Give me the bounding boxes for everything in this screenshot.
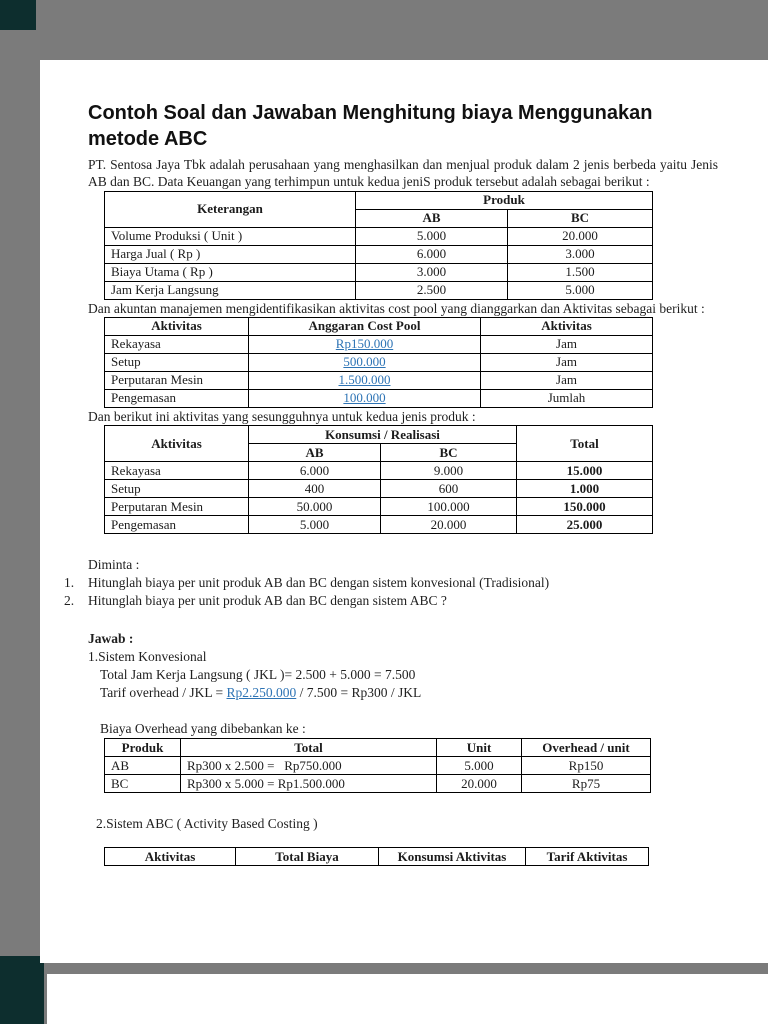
cell: Perputaran Mesin: [105, 371, 249, 389]
header-cell: Aktivitas: [105, 848, 236, 866]
table-row: [105, 739, 651, 757]
header-cell: Total: [181, 739, 437, 757]
next-page-edge: [47, 974, 768, 1024]
cell: 15.000: [517, 462, 653, 480]
question-text: Hitunglah biaya per unit produk AB dan BC dengan sistem konvesional (Tradisional): [88, 575, 550, 591]
abc-heading: 2.Sistem ABC ( Activity Based Costing ): [96, 816, 318, 832]
header-cell: Konsumsi / Realisasi: [249, 426, 517, 444]
cell: 5.000: [437, 757, 522, 775]
cell: 6.000: [356, 245, 508, 263]
table-row: [105, 371, 653, 389]
cell: 1.500.000: [249, 371, 481, 389]
header-cell: AB: [356, 209, 508, 227]
table-row: [105, 480, 653, 498]
cell: 150.000: [517, 498, 653, 516]
budget-total-value: Rp2.250.000: [226, 685, 297, 701]
cell: Rp75: [522, 775, 651, 793]
cell: Biaya Utama ( Rp ): [105, 263, 356, 281]
cell: Jam: [481, 371, 653, 389]
cell: 100.000: [249, 389, 481, 407]
abc-table: [104, 847, 649, 866]
table-row: [105, 263, 653, 281]
header-cell: Produk: [356, 191, 653, 209]
jawab-label: Jawab :: [88, 631, 134, 647]
table-row: [105, 462, 653, 480]
overhead-table: [104, 738, 651, 793]
cell: Rp300 x 5.000 = Rp1.500.000: [181, 775, 437, 793]
cell: 1.000: [517, 480, 653, 498]
table-row: [105, 426, 653, 444]
table-row: [105, 245, 653, 263]
table-row: [105, 389, 653, 407]
tarif-post-text: / 7.500 = Rp300 / JKL: [296, 685, 422, 701]
question-item-1: [64, 574, 718, 592]
cell: Pengemasan: [105, 516, 249, 534]
cell: Rekayasa: [105, 335, 249, 353]
question-number: 2.: [64, 593, 75, 609]
header-cell: Tarif Aktivitas: [526, 848, 649, 866]
diminta-label: Diminta :: [88, 557, 140, 573]
cell: Rp150: [522, 757, 651, 775]
header-cell: Total Biaya: [236, 848, 379, 866]
cell: 25.000: [517, 516, 653, 534]
header-cell: Total: [517, 426, 653, 462]
document-title: Contoh Soal dan Jawaban Menghitung biaya Menggunakan metode ABC: [88, 102, 653, 150]
header-cell: Overhead / unit: [522, 739, 651, 757]
table-row: [105, 757, 651, 775]
cell: BC: [105, 775, 181, 793]
table-row: [105, 775, 651, 793]
cell: 3.000: [356, 263, 508, 281]
table-row: [105, 227, 653, 245]
cell: 20.000: [437, 775, 522, 793]
table-row: [105, 498, 653, 516]
cell: Rekayasa: [105, 462, 249, 480]
cell: Volume Produksi ( Unit ): [105, 227, 356, 245]
cost-pool-table: [104, 317, 653, 408]
table-row: [105, 191, 653, 209]
cell: 2.500: [356, 281, 508, 299]
question-text: Hitunglah biaya per unit produk AB dan BC dengan sistem ABC ?: [88, 593, 447, 609]
viewer-corner-bottom: [0, 956, 44, 1024]
cell: 5.000: [356, 227, 508, 245]
cell: 400: [249, 480, 381, 498]
table-row: [105, 281, 653, 299]
question-item-2: [64, 592, 718, 610]
header-cell: Aktivitas: [105, 317, 249, 335]
jkl-total-line: Total Jam Kerja Langsung ( JKL )= 2.500 + 5.000 = 7.500: [100, 667, 416, 683]
cell: 9.000: [381, 462, 517, 480]
header-cell: Aktivitas: [481, 317, 653, 335]
cell: 20.000: [508, 227, 653, 245]
header-cell: Konsumsi Aktivitas: [379, 848, 526, 866]
cell: Perputaran Mesin: [105, 498, 249, 516]
header-cell: BC: [508, 209, 653, 227]
cell: 5.000: [249, 516, 381, 534]
cell: 600: [381, 480, 517, 498]
header-cell: BC: [381, 444, 517, 462]
header-cell: Produk: [105, 739, 181, 757]
cell: Jam: [481, 335, 653, 353]
cell: 50.000: [249, 498, 381, 516]
cell: AB: [105, 757, 181, 775]
question-number: 1.: [64, 575, 75, 591]
cell: 5.000: [508, 281, 653, 299]
cell: Harga Jual ( Rp ): [105, 245, 356, 263]
actual-activity-note: Dan berikut ini aktivitas yang sesungguhnya untuk kedua jenis produk :: [88, 408, 476, 424]
header-cell: Anggaran Cost Pool: [249, 317, 481, 335]
document-page: [40, 60, 768, 963]
cell: Rp300 x 2.500 = Rp750.000: [181, 757, 437, 775]
cell: Setup: [105, 480, 249, 498]
cost-pool-note: Dan akuntan manajemen mengidentifikasikan aktivitas cost pool yang dianggarkan dan Aktivitas sebagai berikut :: [88, 300, 705, 316]
cell: 500.000: [249, 353, 481, 371]
cell: Jam Kerja Langsung: [105, 281, 356, 299]
cell: 3.000: [508, 245, 653, 263]
header-cell: Keterangan: [105, 191, 356, 227]
header-cell: Unit: [437, 739, 522, 757]
table-row: [105, 516, 653, 534]
overhead-note: Biaya Overhead yang dibebankan ke :: [100, 721, 306, 737]
tarif-pre-text: Tarif overhead / JKL =: [100, 685, 227, 701]
table-row: [105, 317, 653, 335]
cell: 20.000: [381, 516, 517, 534]
cell: Rp150.000: [249, 335, 481, 353]
table-row: [105, 335, 653, 353]
cell: Jumlah: [481, 389, 653, 407]
cell: 1.500: [508, 263, 653, 281]
table-row: [105, 848, 649, 866]
cell: Setup: [105, 353, 249, 371]
intro-paragraph: PT. Sentosa Jaya Tbk adalah perusahaan yang menghasilkan dan menjual produk dalam 2 jenis berbeda yaitu Jenis AB dan BC. Data Keuangan yang terhimpun untuk kedua jeniS produk tersebut adalah sebagai berikut :: [88, 157, 718, 190]
tarif-overhead-line: [100, 684, 718, 702]
cell: Pengemasan: [105, 389, 249, 407]
consumption-table: [104, 425, 653, 534]
cell: 100.000: [381, 498, 517, 516]
header-cell: Aktivitas: [105, 426, 249, 462]
product-financial-table: [104, 191, 653, 300]
viewer-corner-top: [0, 0, 36, 30]
konvensional-heading: 1.Sistem Konvesional: [88, 649, 207, 665]
cell: 6.000: [249, 462, 381, 480]
header-cell: AB: [249, 444, 381, 462]
cell: Jam: [481, 353, 653, 371]
table-row: [105, 353, 653, 371]
